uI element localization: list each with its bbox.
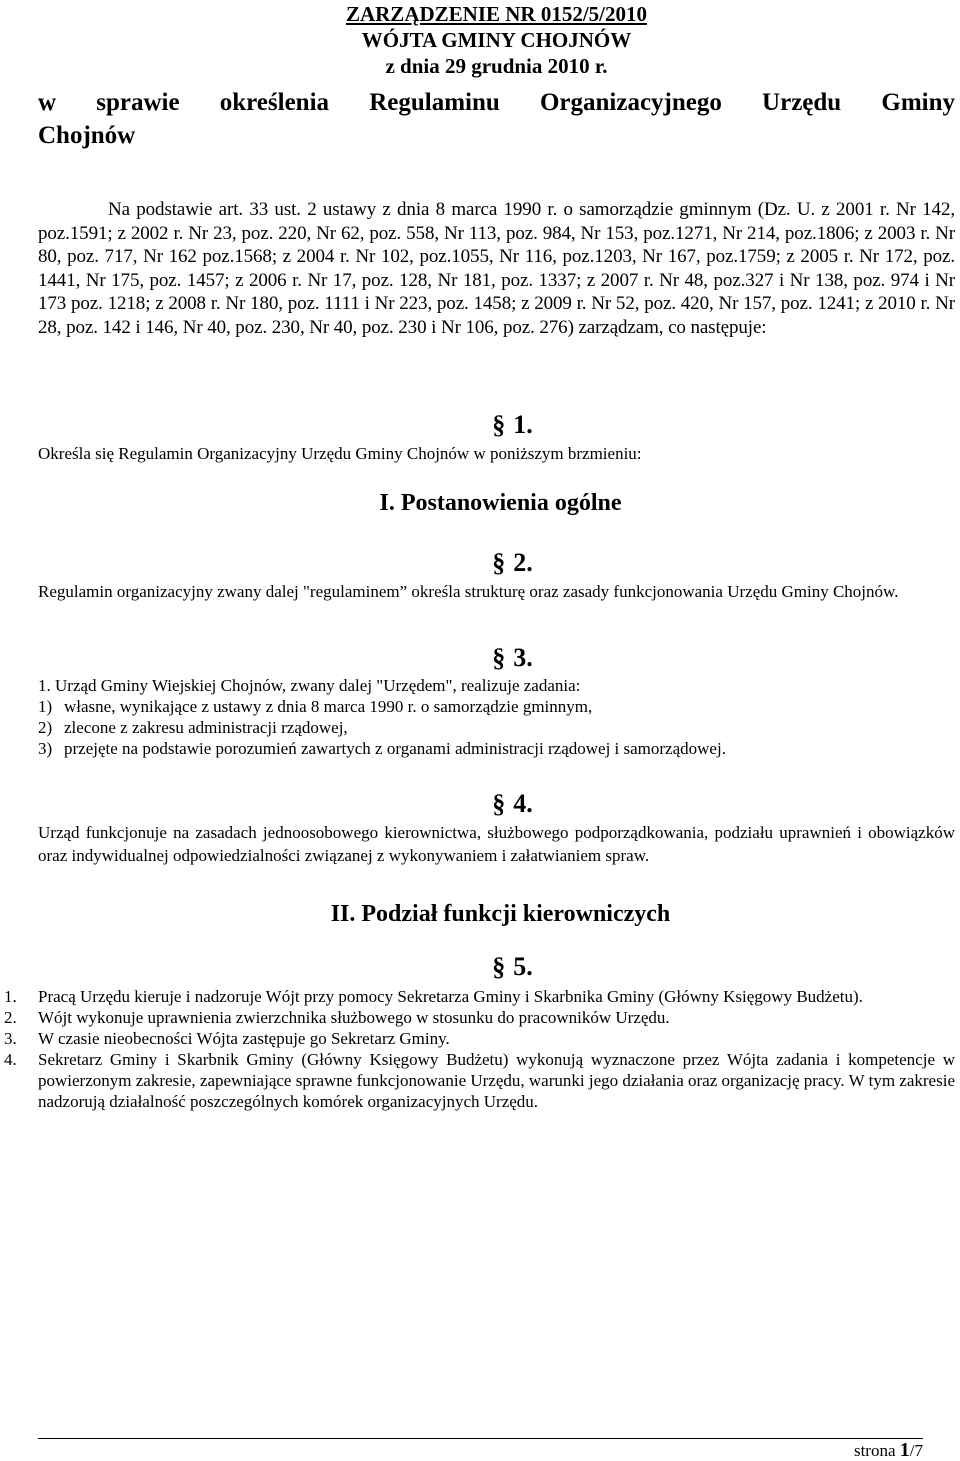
legal-basis xyxy=(38,198,955,340)
paragraph-2-heading xyxy=(38,548,955,578)
ordinance-date: z dnia 29 grudnia 2010 r. xyxy=(385,54,608,78)
subject xyxy=(38,86,955,152)
section-sign: § xyxy=(492,951,506,981)
paragraph-4-heading xyxy=(38,789,955,819)
paragraph-number: 1. xyxy=(513,409,533,439)
section-sign: § xyxy=(492,547,506,577)
paragraph-1-heading xyxy=(38,410,955,440)
document-header xyxy=(38,0,955,79)
section-sign: § xyxy=(492,409,506,439)
paragraph-3-heading xyxy=(38,643,955,673)
paragraph-5-heading xyxy=(38,952,955,982)
paragraph-number: 4. xyxy=(513,788,533,818)
document-page xyxy=(4,0,955,1112)
list-item: 2. Wójt wykonuje uprawnienia zwierzchnika służbowego w stosunku do pracowników Urzędu. xyxy=(4,1007,670,1027)
legal-basis-text: Na podstawie art. 33 ust. 2 ustawy z dnia 8 marca 1990 r. o samorządzie gminnym (Dz. U. z 2001 r. Nr 142, poz.1591; z 2002 r. Nr 23, poz. 220, Nr 62, poz. 558, Nr 113, poz. 984, Nr 153, poz.1271, Nr 214, poz.1806; z 2003 r. Nr 80, poz. 717, Nr 162 poz.1568; z 2004 r. Nr 102, poz.1055, Nr 116, poz.1203, Nr 167, poz.1759; z 2005 r. Nr 172, poz. 1441, Nr 175, poz. 1457; z 2006 r. Nr 17, poz. 128, Nr 181, poz. 1337; z 2007 r. Nr 48, poz.327 i Nr 138, poz. 974 i Nr 173 poz. 1218; z 2008 r. Nr 180, poz. 1111 i Nr 223, poz. 1458; z 2009 r. Nr 52, poz. 420, Nr 157, poz. 1241; z 2010 r. Nr 28, poz. 142 i 146, Nr 40, poz. 230, Nr 40, poz. 230 i Nr 106, poz. 276) zarządzam, co następuje: xyxy=(38,199,955,338)
list-item: 4. Sekretarz Gminy i Skarbnik Gminy (Główny Księgowy Budżetu) wykonują wyznaczone przez Wójta zadania i kompetencje w powierzonym zakresie, zapewniające sprawne funkcjonowanie Urzędu, warunki jego działania oraz organizację pracy. W tym zakresie nadzorują działalność poszczególnych komórek organizacyjnych Urzędu. xyxy=(4,1049,955,1111)
list-item: 3. W czasie nieobecności Wójta zastępuje go Sekretarz Gminy. xyxy=(4,1028,450,1048)
issuer: WÓJTA GMINY CHOJNÓW xyxy=(361,28,632,52)
ordinance-number: ZARZĄDZENIE NR 0152/5/2010 xyxy=(345,2,648,26)
footer-divider xyxy=(38,1438,923,1439)
page-number: strona 1/7 xyxy=(853,1439,923,1461)
subject-line-1: w sprawie określenia Regulaminu Organizacyjnego Urzędu Gminy xyxy=(38,89,955,116)
section-sign: § xyxy=(492,642,506,672)
current-page: 1 xyxy=(899,1439,910,1461)
list-item: 1) własne, wynikające z ustawy z dnia 8 marca 1990 r. o samorządzie gminnym, xyxy=(38,696,593,716)
paragraph-2-text: Regulamin organizacyjny zwany dalej "regulaminem” określa strukturę oraz zasady funkcjonowania Urzędu Gminy Chojnów. xyxy=(38,581,899,601)
paragraph-number: 3. xyxy=(513,642,533,672)
list-item: 3) przejęte na podstawie porozumień zawartych z organami administracji rządowej i samorządowej. xyxy=(38,738,726,758)
paragraph-number: 5. xyxy=(513,951,533,981)
chapter-2-title: II. Podział funkcji kierowniczych xyxy=(330,900,671,927)
paragraph-5-list xyxy=(4,986,955,1112)
paragraph-number: 2. xyxy=(513,547,533,577)
paragraph-1-text: Określa się Regulamin Organizacyjny Urzędu Gminy Chojnów w poniższym brzmieniu: xyxy=(38,443,642,463)
paragraph-3-list xyxy=(38,696,955,759)
list-item: 1. Pracą Urzędu kieruje i nadzoruje Wójt przy pomocy Sekretarza Gminy i Skarbnika Gminy (Główny Księgowy Budżetu). xyxy=(4,986,863,1006)
paragraph-4-text: Urząd funkcjonuje na zasadach jednoosobowego kierownictwa, służbowego podporządkowania, podziału uprawnień i obowiązków oraz indywidualnej odpowiedzialności związanej z wykonywaniem i załatwianiem spraw. xyxy=(38,822,955,865)
total-pages: /7 xyxy=(909,1441,923,1460)
list-item: 2) zlecone z zakresu administracji rządowej, xyxy=(38,717,348,737)
subject-line-2: Chojnów xyxy=(38,122,136,149)
chapter-1-title: I. Postanowienia ogólne xyxy=(379,489,622,516)
paragraph-3-intro: 1. Urząd Gminy Wiejskiej Chojnów, zwany dalej "Urzędem", realizuje zadania: xyxy=(38,675,581,695)
section-sign: § xyxy=(492,788,506,818)
